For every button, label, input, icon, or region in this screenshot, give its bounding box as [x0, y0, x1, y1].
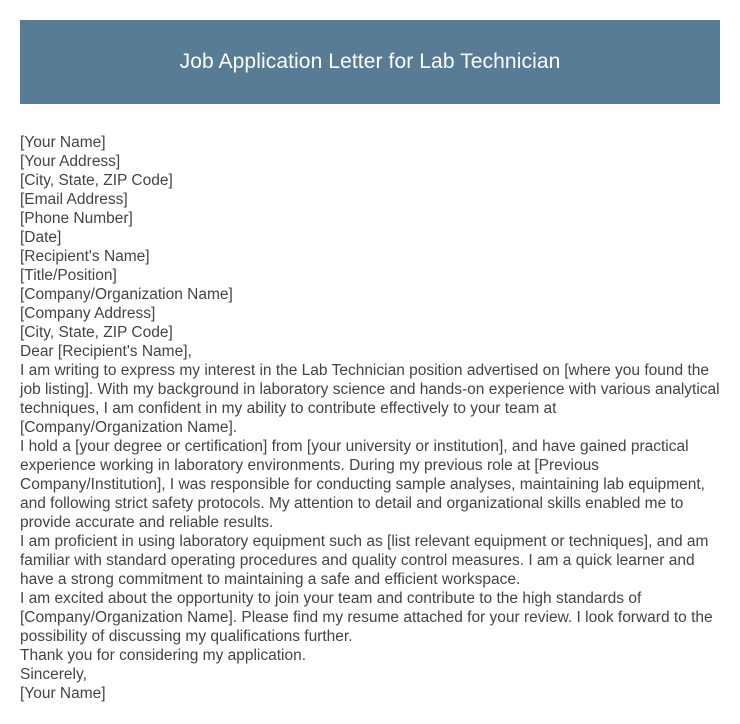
- sender-email: [Email Address]: [20, 191, 128, 208]
- page-title: Job Application Letter for Lab Technician: [179, 50, 561, 73]
- sender-address: [Your Address]: [20, 153, 121, 170]
- sender-name: [Your Name]: [20, 134, 106, 151]
- paragraph-closing-interest: I am excited about the opportunity to join your team and contribute to the high standards of [Company/Organization Name]. Please find my resume attached for your review. I look forward to the possibility of discussing my qualifications further.: [20, 590, 713, 645]
- sender-phone: [Phone Number]: [20, 210, 133, 227]
- recipient-name: [Recipient's Name]: [20, 248, 150, 265]
- paragraph-background: I hold a [your degree or certification] from [your university or institution], and have gained practical experience working in laboratory environments. During my previous role at [Previous Company/Institution], I was responsible for conducting sample analyses, maintaining lab equipment, and following strict safety protocols. My attention to detail and organizational skills enabled me to provide accurate and reliable results.: [20, 438, 705, 531]
- letter-body: [20, 133, 720, 703]
- letter-date: [Date]: [20, 229, 62, 246]
- recipient-address: [Company Address]: [20, 305, 156, 322]
- recipient-title: [Title/Position]: [20, 267, 117, 284]
- page-header: [20, 20, 720, 104]
- sender-city-state-zip: [City, State, ZIP Code]: [20, 172, 173, 189]
- paragraph-skills: I am proficient in using laboratory equipment such as [list relevant equipment or techniques], and am familiar with standard operating procedures and quality control measures. I am a quick learner and have a strong commitment to maintaining a safe and efficient workspace.: [20, 533, 709, 588]
- signature: [Your Name]: [20, 685, 106, 702]
- recipient-company: [Company/Organization Name]: [20, 286, 233, 303]
- salutation: Dear [Recipient's Name],: [20, 343, 192, 360]
- recipient-city-state-zip: [City, State, ZIP Code]: [20, 324, 173, 341]
- paragraph-thanks: Thank you for considering my application.: [20, 647, 307, 664]
- paragraph-intro: I am writing to express my interest in the Lab Technician position advertised on [where you found the job listing]. With my background in laboratory science and hands-on experience with various analytical techniques, I am confident in my ability to contribute effectively to your team at [Company/Organization Name].: [20, 362, 720, 436]
- closing: Sincerely,: [20, 666, 87, 683]
